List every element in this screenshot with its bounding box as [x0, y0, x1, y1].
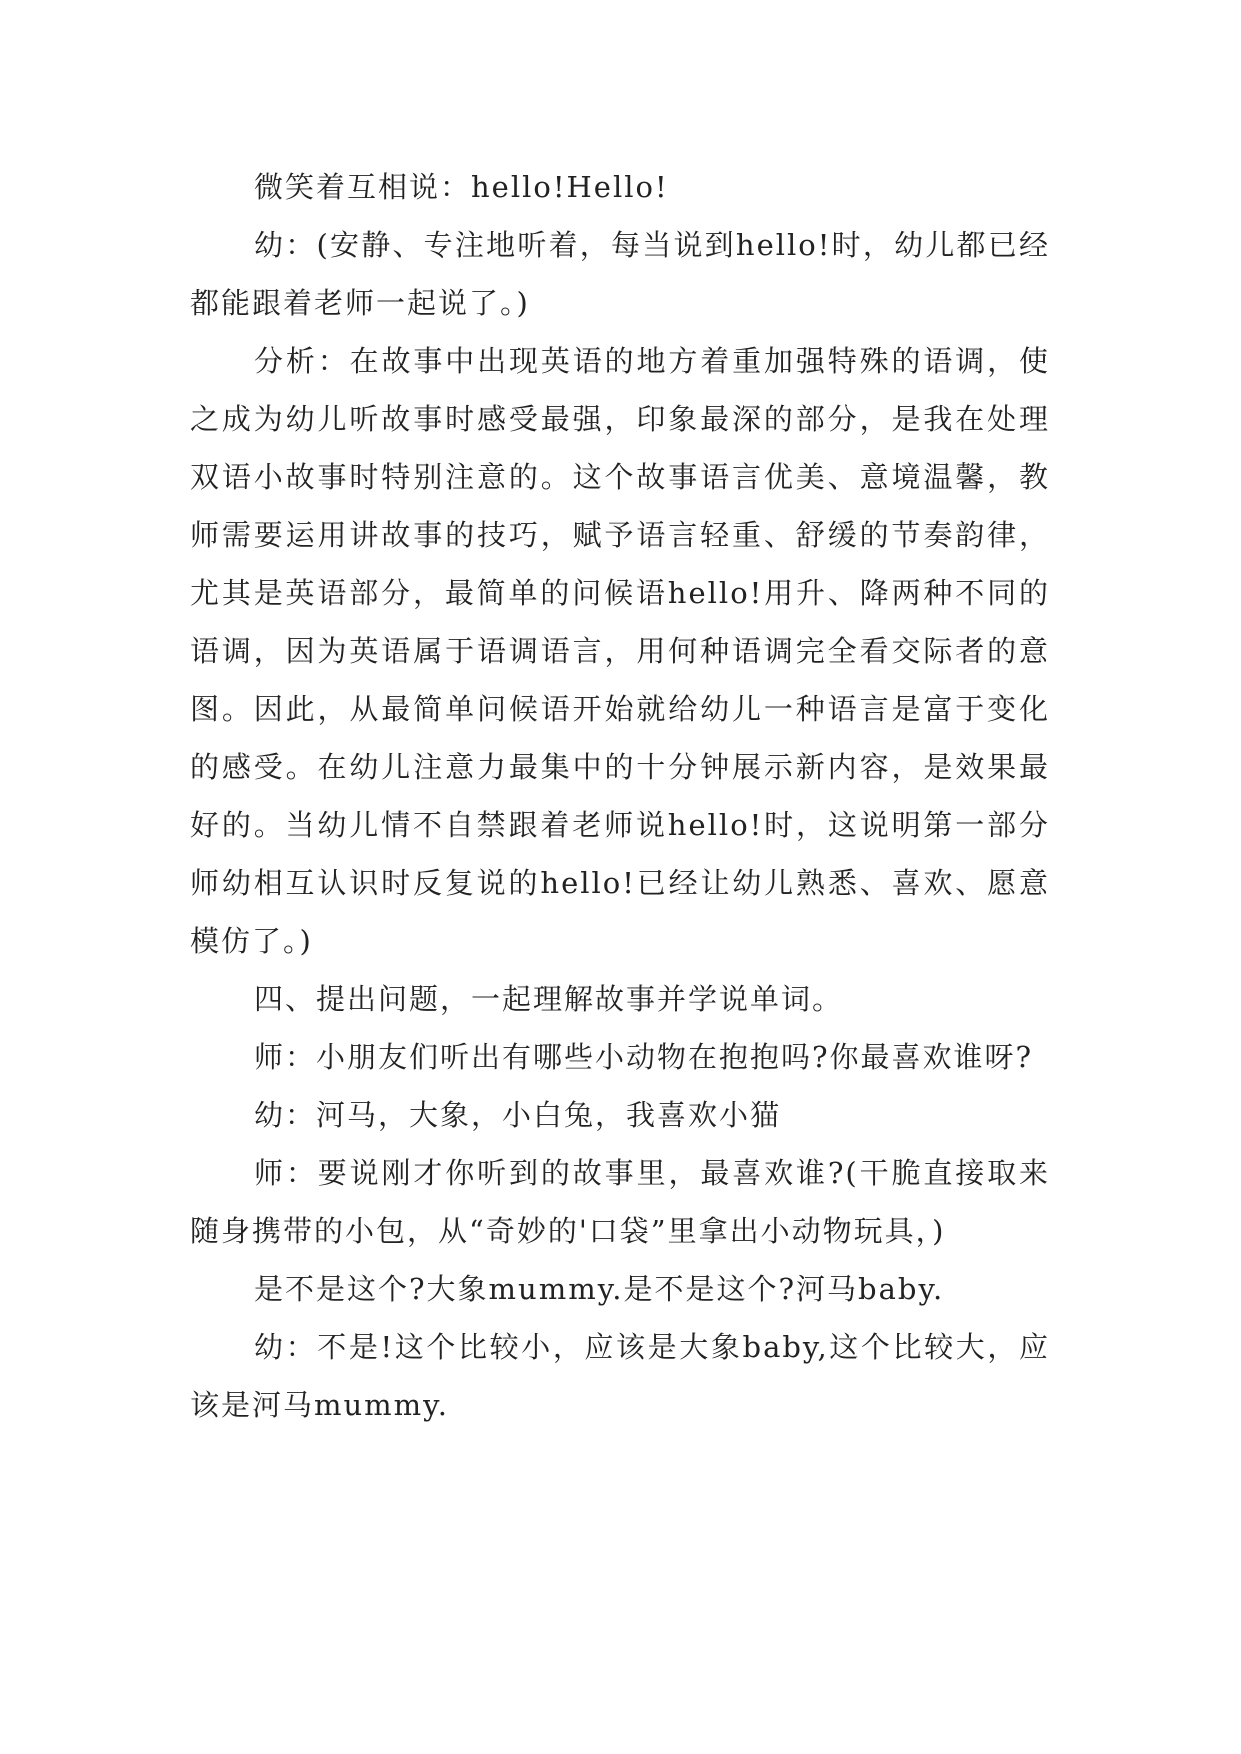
paragraph-greeting: 微笑着互相说：hello!Hello!: [254, 170, 669, 204]
document-body: [190, 158, 1050, 1434]
paragraph-children-answer: 幼：河马，大象，小白兔，我喜欢小猫: [254, 1098, 782, 1132]
paragraph-teacher-toys: 师：要说刚才你听到的故事里，最喜欢谁?(干脆直接取来随身携带的小包，从“奇妙的'口袋”里拿出小动物玩具，): [190, 1156, 1050, 1248]
paragraph-teacher-question: 师：小朋友们听出有哪些小动物在抱抱吗?你最喜欢谁呀?: [254, 1040, 1034, 1074]
paragraph-children-response: 幼：(安静、专注地听着，每当说到hello!时，幼儿都已经都能跟着老师一起说了。): [190, 228, 1050, 320]
paragraph-analysis: 分析：在故事中出现英语的地方着重加强特殊的语调，使之成为幼儿听故事时感受最强，印象最深的部分，是我在处理双语小故事时特别注意的。这个故事语言优美、意境温馨，教师需要运用讲故事的技巧，赋予语言轻重、舒缓的节奏韵律，尤其是英语部分，最简单的问候语hello!用升、降两种不同的语调，因为英语属于语调语言，用何种语调完全看交际者的意图。因此，从最简单问候语开始就给幼儿一种语言是富于变化的感受。在幼儿注意力最集中的十分钟展示新内容，是效果最好的。当幼儿情不自禁跟着老师说hello!时，这说明第一部分师幼相互认识时反复说的hello!已经让幼儿熟悉、喜欢、愿意模仿了。): [190, 344, 1050, 958]
paragraph-section-four-heading: 四、提出问题，一起理解故事并学说单词。: [254, 982, 844, 1016]
paragraph-children-correct: 幼：不是!这个比较小，应该是大象baby,这个比较大，应该是河马mummy.: [190, 1330, 1050, 1422]
paragraph-teacher-asks: 是不是这个?大象mummy.是不是这个?河马baby.: [254, 1272, 945, 1306]
